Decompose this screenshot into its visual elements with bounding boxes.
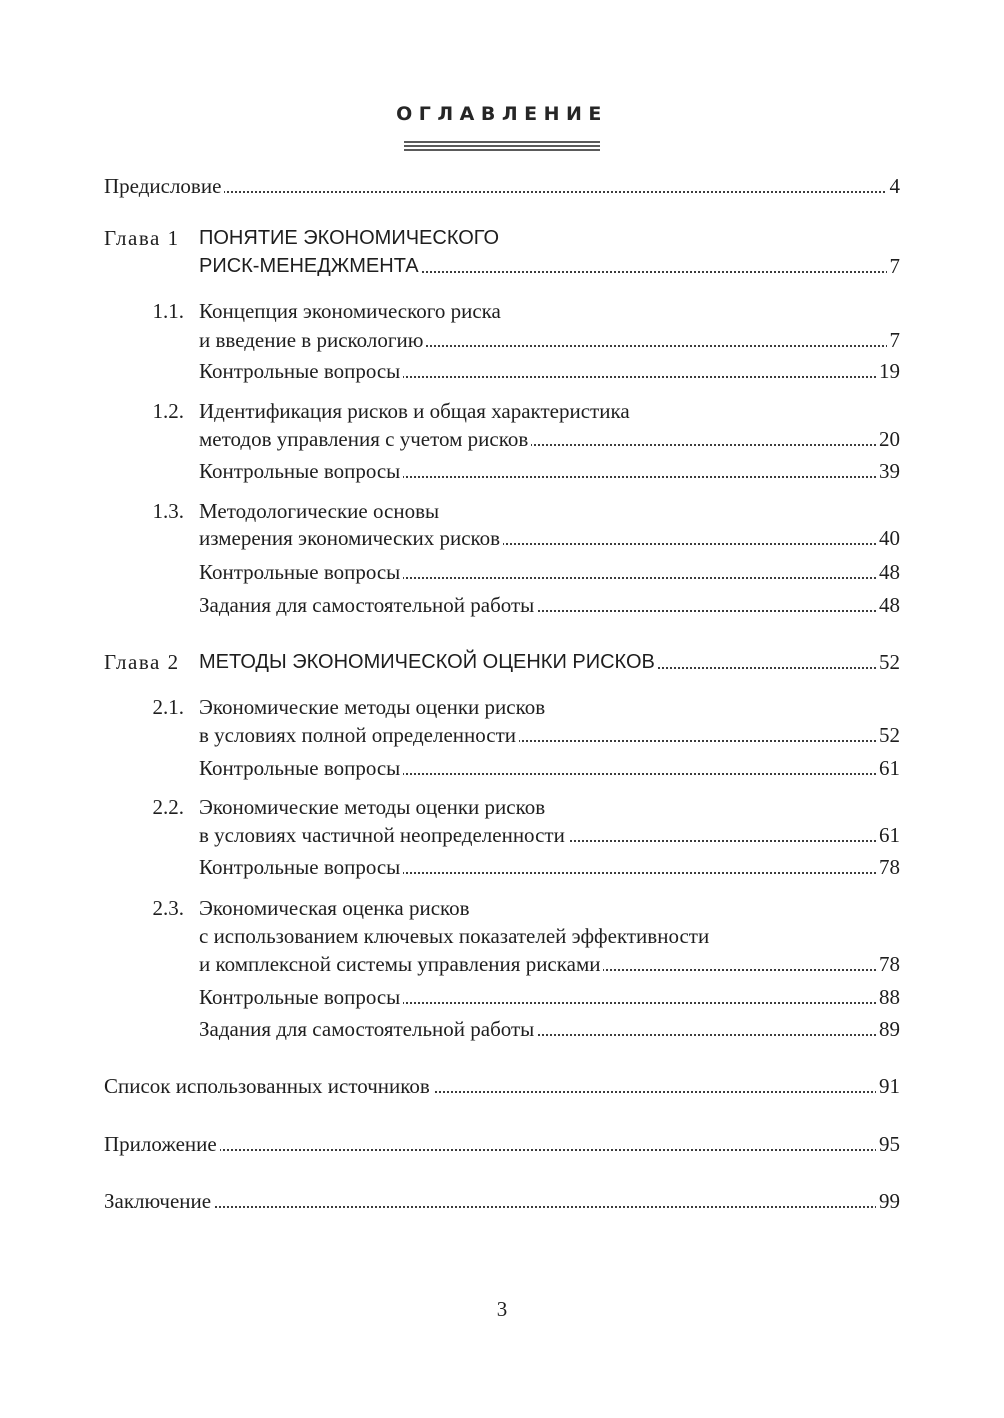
section-title-line1: Экономическая оценка рисков (199, 896, 470, 920)
entry-page: 48 (876, 558, 900, 586)
entry-page: 78 (876, 950, 900, 978)
toc-section-1-3-heading (104, 497, 900, 525)
entry-page: 7 (887, 252, 901, 280)
entry-title: Задания для самостоятельной работы (199, 591, 537, 619)
section-title-line1: Идентификация рисков и общая характеристика (199, 399, 630, 423)
section-title-line1: Экономические методы оценки рисков (199, 695, 546, 719)
entry-title: Приложение (104, 1130, 220, 1158)
toc-section-1-1-heading (104, 297, 900, 325)
toc-entry-section-2-1[interactable] (104, 721, 900, 749)
section-title-line2: и введение в рискологию (199, 326, 426, 354)
entry-title: Контрольные вопросы (199, 457, 403, 485)
section-number: 2.3. (152, 896, 184, 920)
entry-page: 89 (876, 1015, 900, 1043)
toc-entry-appendix[interactable] (104, 1130, 900, 1158)
toc-entry-questions-2-3[interactable] (104, 983, 900, 1011)
section-number: 2.1. (152, 695, 184, 719)
section-title-line2: измерения экономических рисков (199, 524, 503, 552)
toc-entry-questions-1-2[interactable] (104, 457, 900, 485)
toc-section-2-3-heading (104, 894, 900, 922)
section-title-line2: в условиях полной определенности (199, 721, 519, 749)
chapter-title-line1: ПОНЯТИЕ ЭКОНОМИЧЕСКОГО (199, 227, 500, 249)
toc-entry-questions-1-3[interactable] (104, 558, 900, 586)
entry-title: Контрольные вопросы (199, 357, 403, 385)
toc-entry-questions-1-1[interactable] (104, 357, 900, 385)
entry-page: 91 (876, 1072, 900, 1100)
entry-page: 61 (876, 821, 900, 849)
toc-section-2-2-heading (104, 793, 900, 821)
entry-page: 52 (876, 648, 900, 676)
entry-page: 88 (876, 983, 900, 1011)
entry-title: Список использованных источников (104, 1072, 433, 1100)
chapter-title: МЕТОДЫ ЭКОНОМИЧЕСКОЙ ОЦЕНКИ РИСКОВ (199, 648, 658, 676)
entry-page: 39 (876, 457, 900, 485)
section-title-line2: в условиях частичной неопределенности (199, 821, 568, 849)
page-title: ОГЛАВЛЕНИЕ (396, 103, 608, 125)
section-number: 2.2. (152, 795, 184, 819)
section-title-line3: и комплексной системы управления рисками (199, 950, 603, 978)
entry-title: Контрольные вопросы (199, 983, 403, 1011)
toc-section-2-1-heading (104, 693, 900, 721)
entry-title: Контрольные вопросы (199, 558, 403, 586)
entry-page: 7 (887, 326, 901, 354)
toc-entry-chapter-1[interactable] (104, 252, 900, 280)
section-title-line2: методов управления с учетом рисков (199, 425, 531, 453)
toc-chapter-1-heading (104, 224, 900, 252)
page-number: 3 (496, 1297, 508, 1321)
toc-entry-conclusion[interactable] (104, 1187, 900, 1215)
toc-entry-section-2-2[interactable] (104, 821, 900, 849)
toc-entry-questions-2-1[interactable] (104, 754, 900, 782)
chapter-label: Глава 2 (104, 648, 184, 676)
section-number: 1.3. (152, 499, 184, 523)
entry-page: 99 (876, 1187, 900, 1215)
section-title-line1: Методологические основы (199, 499, 440, 523)
section-title-line2: с использованием ключевых показателей эффективности (199, 924, 710, 948)
chapter-label: Глава 1 (104, 224, 184, 252)
toc-entry-section-1-1[interactable] (104, 326, 900, 354)
section-title-line1: Концепция экономического риска (199, 299, 501, 323)
entry-title: Задания для самостоятельной работы (199, 1015, 537, 1043)
entry-page: 95 (876, 1130, 900, 1158)
entry-title: Контрольные вопросы (199, 853, 403, 881)
entry-page: 19 (876, 357, 900, 385)
entry-page: 4 (887, 172, 901, 200)
entry-page: 40 (876, 524, 900, 552)
toc-section-1-2-heading (104, 397, 900, 425)
entry-page: 48 (876, 591, 900, 619)
entry-page: 78 (876, 853, 900, 881)
toc-entry-tasks-2-3[interactable] (104, 1015, 900, 1043)
entry-title: Заключение (104, 1187, 214, 1215)
toc-entry-tasks-1-3[interactable] (104, 591, 900, 619)
toc-entry-questions-2-2[interactable] (104, 853, 900, 881)
entry-page: 20 (876, 425, 900, 453)
section-number: 1.1. (152, 299, 184, 323)
toc-entry-section-1-2[interactable] (104, 425, 900, 453)
toc-entry-section-1-3[interactable] (104, 524, 900, 552)
entry-page: 61 (876, 754, 900, 782)
section-title-line1: Экономические методы оценки рисков (199, 795, 546, 819)
chapter-title-line2: РИСК-МЕНЕДЖМЕНТА (199, 252, 422, 280)
entry-title: Контрольные вопросы (199, 754, 403, 782)
entry-page: 52 (876, 721, 900, 749)
entry-title: Предисловие (104, 172, 224, 200)
toc-entry-preface[interactable] (104, 172, 900, 200)
toc-section-2-3-line2 (104, 922, 900, 950)
toc-entry-chapter-2[interactable] (104, 648, 900, 676)
toc-entry-sources[interactable] (104, 1072, 900, 1100)
toc-entry-section-2-3[interactable] (104, 950, 900, 978)
section-number: 1.2. (152, 399, 184, 423)
